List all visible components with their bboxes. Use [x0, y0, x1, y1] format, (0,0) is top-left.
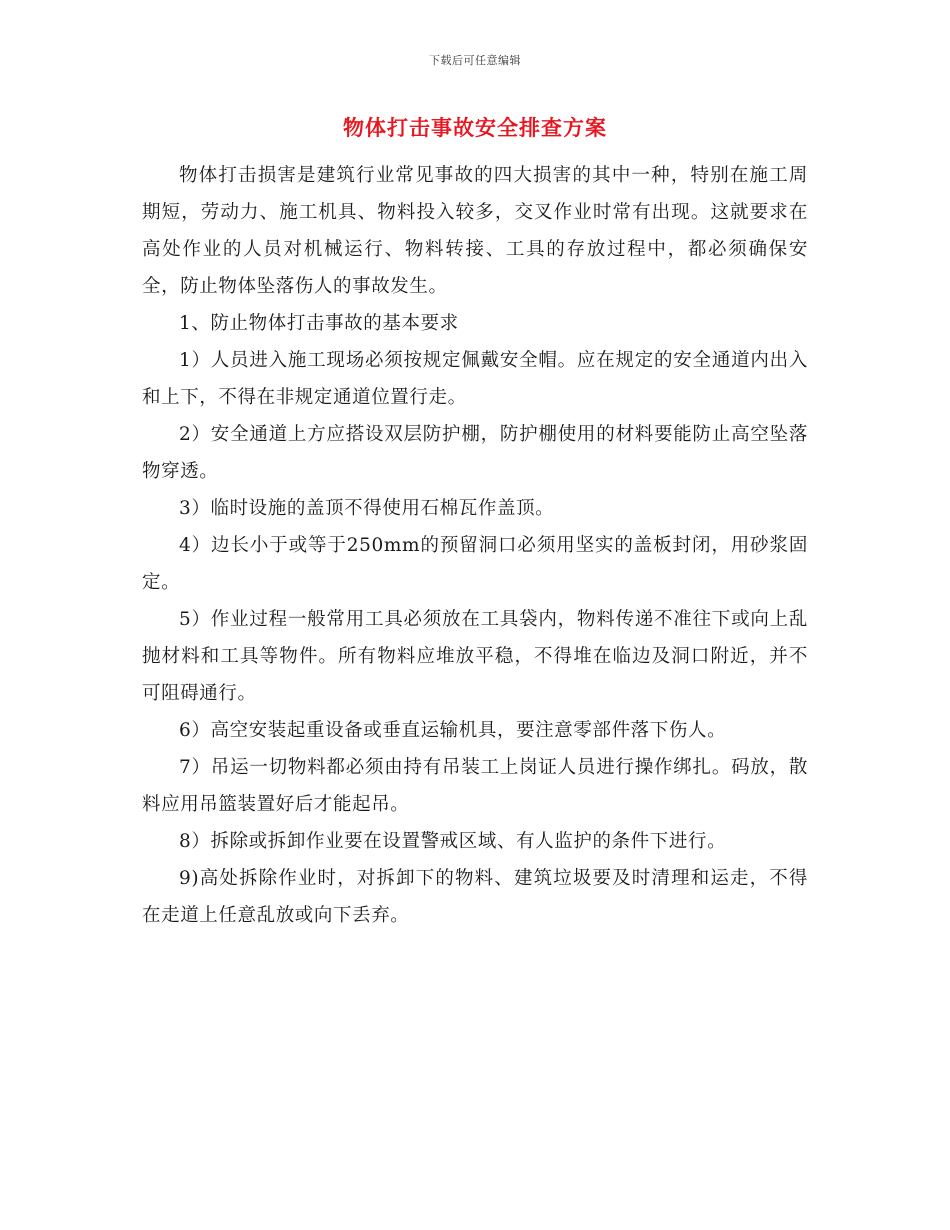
requirement-item-3: 3）临时设施的盖顶不得使用石棉瓦作盖顶。 — [179, 498, 555, 519]
requirement-item-1: 1）人员进入施工现场必须按规定佩戴安全帽。应在规定的安全通道内出入和上下，不得在非规定通道位置行走。 — [142, 350, 808, 408]
requirement-item-7: 7）吊运一切物料都必须由持有吊装工上岗证人员进行操作绑扎。码放，散料应用吊篮装置好后才能起吊。 — [142, 757, 808, 815]
requirement-item-4: 4）边长小于或等于250mm的预留洞口必须用坚实的盖板封闭，用砂浆固定。 — [142, 535, 808, 593]
requirement-item-6: 6）高空安装起重设备或垂直运输机具，要注意零部件落下伤人。 — [179, 720, 727, 741]
requirement-item-9: 9)高处拆除作业时，对拆卸下的物料、建筑垃圾要及时清理和运走，不得在走道上任意乱放或向下丢弃。 — [142, 868, 808, 926]
header-note: 下载后可任意编辑 — [429, 54, 521, 67]
requirement-item-2: 2）安全通道上方应搭设双层防护棚，防护棚使用的材料要能防止高空坠落物穿透。 — [142, 424, 808, 482]
section-heading: 1、防止物体打击事故的基本要求 — [179, 313, 459, 334]
document-body — [142, 157, 808, 934]
requirement-item-8: 8）拆除或拆卸作业要在设置警戒区域、有人监护的条件下进行。 — [179, 831, 727, 852]
document-title: 物体打击事故安全排查方案 — [343, 115, 607, 140]
intro-paragraph: 物体打击损害是建筑行业常见事故的四大损害的其中一种，特别在施工周期短，劳动力、施工机具、物料投入较多，交叉作业时常有出现。这就要求在高处作业的人员对机械运行、物料转接、工具的存放过程中，都必须确保安全，防止物体坠落伤人的事故发生。 — [142, 165, 808, 297]
requirement-item-5: 5）作业过程一般常用工具必须放在工具袋内，物料传递不准往下或向上乱抛材料和工具等物件。所有物料应堆放平稳，不得堆在临边及洞口附近，并不可阻碍通行。 — [142, 609, 808, 704]
